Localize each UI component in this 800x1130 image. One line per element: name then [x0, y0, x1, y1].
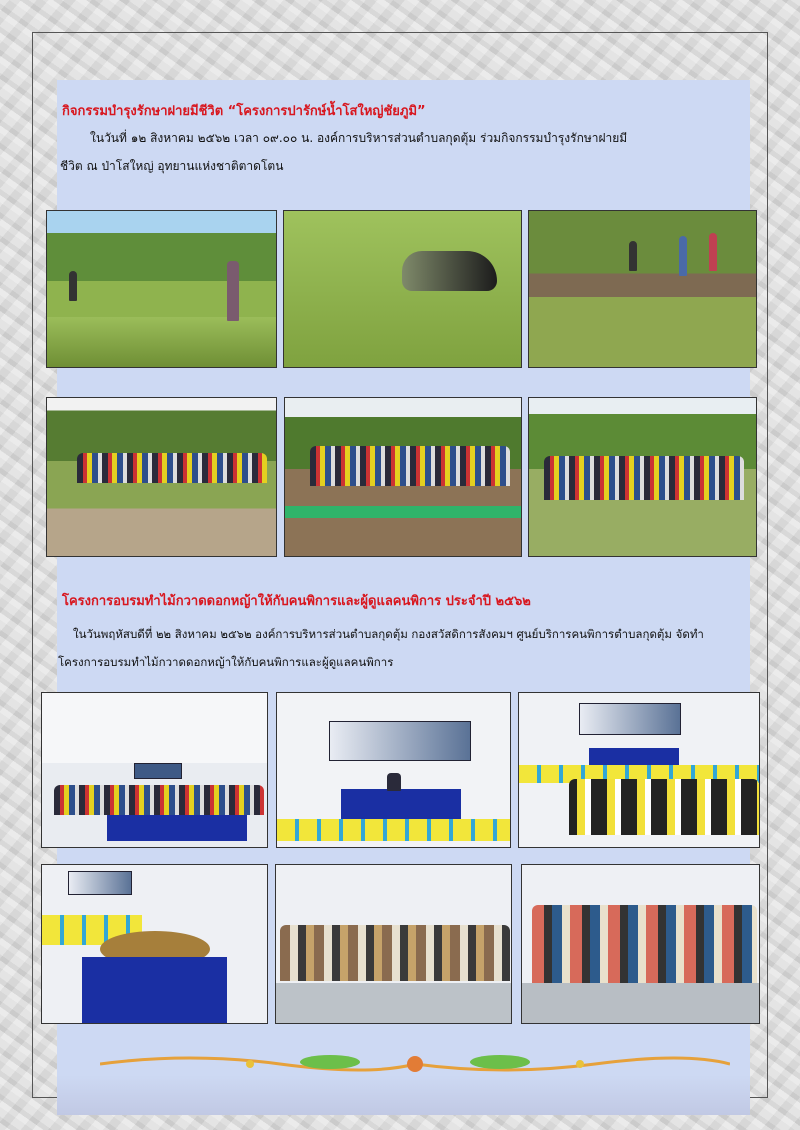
- photo-group-work-3: [528, 397, 757, 557]
- photo-group-work-2: [284, 397, 522, 557]
- photo-training-hall-3: [518, 692, 760, 848]
- section2-para-line2: โครงการอบรมทำไม้กวาดดอกหญ้าให้กับคนพิการและผู้ดูแลคนพิการ: [58, 655, 394, 669]
- photo-broom-making-2: [275, 864, 512, 1024]
- photo-training-hall-2: [276, 692, 511, 848]
- photo-broom-making-1: [41, 864, 268, 1024]
- section2-para-line1: ในวันพฤหัสบดีที่ ๒๒ สิงหาคม ๒๕๖๒ องค์การบริหารส่วนตำบลกุดตุ้ม กองสวัสดิการสังคมฯ ศูนย์บริการคนพิการตำบลกุดตุ้ม จัดทำ: [73, 627, 704, 641]
- photo-broom-making-3: [521, 864, 760, 1024]
- photo-field-work-3: [528, 210, 757, 368]
- section1-paragraph: [60, 124, 750, 180]
- section2-paragraph: [58, 620, 748, 676]
- section1-title: กิจกรรมบำรุงรักษาฝายมีชีวิต “โครงการปารักษ์น้ำโสใหญ่ชัยภูมิ”: [62, 104, 426, 119]
- section2-title: โครงการอบรมทำไม้กวาดดอกหญ้าให้กับคนพิการและผู้ดูแลคนพิการ ประจำปี ๒๕๖๒: [62, 594, 531, 609]
- section1-para-line2: ชีวิต ณ ป่าโสใหญ่ อุทยานแห่งชาติตาดโตน: [60, 159, 284, 173]
- green-net: [285, 506, 521, 518]
- photo-field-work-2: [283, 210, 522, 368]
- photo-field-work-1: [46, 210, 277, 368]
- section1-para-line1: ในวันที่ ๑๒ สิงหาคม ๒๕๖๒ เวลา ๐๙.๐๐ น. องค์การบริหารส่วนตำบลกุดตุ้ม ร่วมกิจกรรมบำรุงรักษาฝายมี: [90, 131, 628, 145]
- photo-training-hall-1: [41, 692, 268, 848]
- photo-group-work-1: [46, 397, 277, 557]
- floral-divider-icon: [100, 1050, 730, 1078]
- panel-bottom-fade: [57, 1075, 750, 1115]
